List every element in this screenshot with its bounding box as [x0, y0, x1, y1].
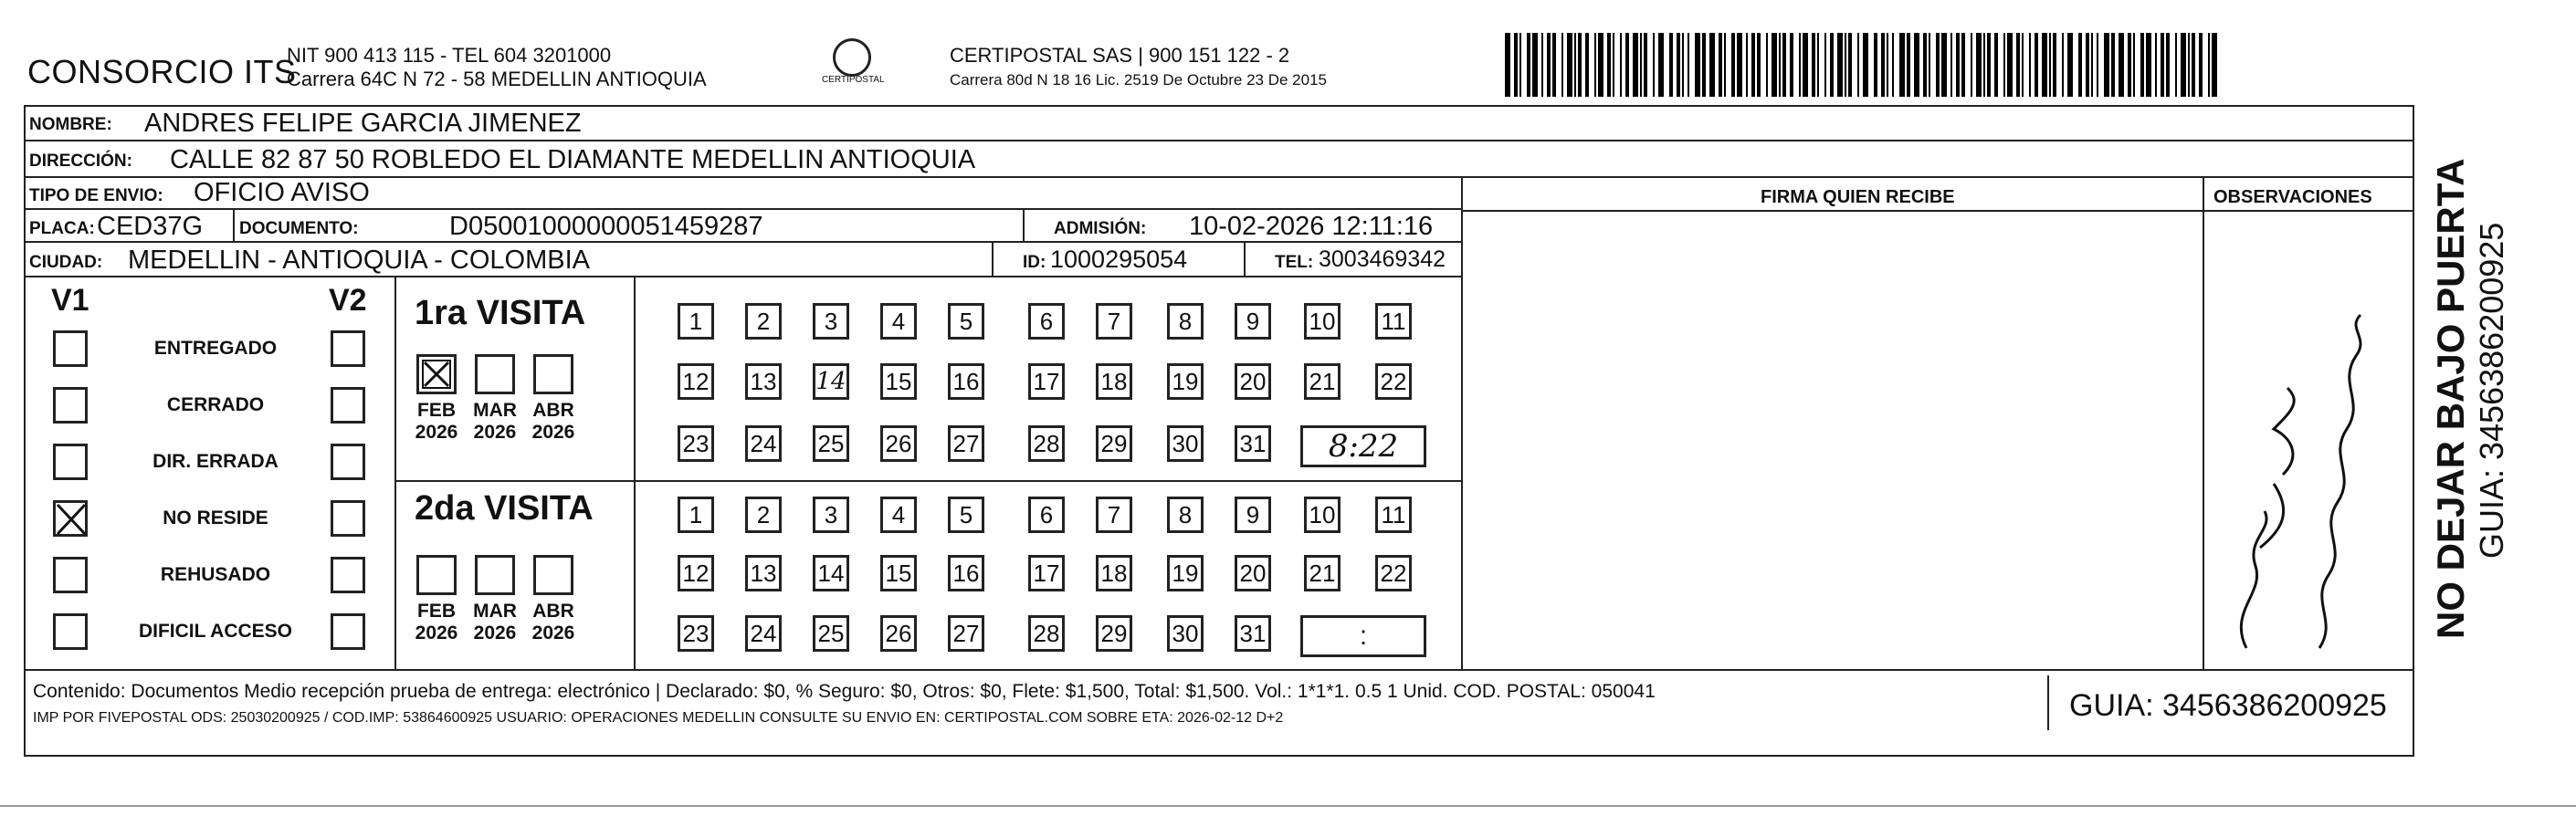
check-x-icon [419, 357, 454, 392]
second-visit-title: 2da VISITA [415, 489, 594, 528]
footer-guia: GUIA: 3456386200925 [2047, 675, 2413, 730]
day-box[interactable]: 25 [813, 615, 849, 652]
status-label: NO RESIDE [163, 507, 268, 528]
day-box[interactable]: 6 [1028, 303, 1065, 340]
tel-label: TEL: [1275, 253, 1314, 272]
day-box[interactable]: 11 [1375, 497, 1412, 533]
first-visit-time-field[interactable]: 8:22 [1300, 425, 1426, 467]
v1-label: V1 [51, 283, 89, 318]
day-box[interactable]: 12 [678, 363, 714, 400]
ciudad-label: CIUDAD: [29, 253, 103, 272]
right-border [2413, 105, 2414, 669]
day-box[interactable]: 30 [1167, 615, 1204, 652]
admision-value: 10-02-2026 12:11:16 [1189, 212, 1434, 241]
month-name: FEB [417, 400, 456, 421]
status-label: DIR. ERRADA [152, 451, 279, 472]
day-box[interactable]: 6 [1028, 497, 1065, 533]
certipostal-name: CERTIPOSTAL SAS | 900 151 122 - 2 [950, 44, 1290, 67]
certipostal-logo-icon [833, 38, 871, 77]
day-box[interactable]: 9 [1235, 497, 1271, 533]
day-box[interactable]: 18 [1096, 555, 1132, 591]
divider [233, 210, 235, 243]
day-box[interactable]: 9 [1235, 303, 1271, 340]
v2-checkbox[interactable] [331, 330, 365, 367]
second-visit-time-field[interactable]: : [1300, 615, 1426, 657]
signature-header-line [1461, 210, 2414, 212]
day-box[interactable]: 28 [1028, 615, 1065, 652]
day-box[interactable]: 29 [1096, 425, 1132, 462]
status-label: DIFICIL ACCESO [138, 621, 292, 642]
day-box[interactable]: 20 [1235, 363, 1271, 400]
day-box[interactable]: 23 [678, 615, 714, 652]
footer-imp-line: IMP POR FIVEPOSTAL ODS: 25030200925 / COD.IMP: 53864600925 USUARIO: OPERACIONES MEDELLIN CONSULTE SU ENVIO EN: CERTIPOSTAL.COM SOBRE ETA: 2026-02-12 D+2 [33, 710, 1284, 726]
tel-value: 3003469342 [1319, 246, 1446, 272]
day-box[interactable]: 17 [1028, 363, 1065, 400]
day-box[interactable]: 19 [1167, 555, 1204, 591]
month-label [468, 400, 522, 444]
day-box[interactable]: 16 [948, 555, 984, 591]
day-box[interactable]: 15 [880, 363, 917, 400]
day-box[interactable]: 8 [1167, 497, 1204, 533]
day-box[interactable]: 22 [1375, 363, 1412, 400]
day-box[interactable]: 7 [1096, 497, 1132, 533]
day-box[interactable]: 31 [1235, 615, 1271, 652]
nombre-value: ANDRES FELIPE GARCIA JIMENEZ [144, 109, 582, 138]
page-bottom-rule [0, 805, 2576, 807]
month-year: 2026 [415, 622, 458, 643]
day-box[interactable]: 24 [745, 425, 782, 462]
day-box[interactable]: 31 [1235, 425, 1271, 462]
month-label [409, 400, 464, 444]
first-visit-title: 1ra VISITA [415, 294, 586, 332]
day-box[interactable]: 25 [813, 425, 849, 462]
month-label [526, 400, 581, 444]
month-name: MAR [473, 601, 517, 622]
divider [1244, 243, 1246, 277]
v1-checkbox[interactable] [53, 613, 88, 650]
day-box[interactable]: 27 [948, 615, 984, 652]
v2-checkbox[interactable] [331, 444, 365, 480]
firma-label: FIRMA QUIEN RECIBE [1761, 187, 1955, 207]
month-year: 2026 [415, 422, 458, 443]
v1-checkbox[interactable] [53, 500, 88, 537]
day-box[interactable]: 22 [1375, 555, 1412, 591]
day-box[interactable]: 19 [1167, 363, 1204, 400]
day-box[interactable]: 2 [745, 497, 782, 533]
month-label [526, 601, 581, 644]
day-box[interactable]: 3 [813, 497, 849, 533]
day-box[interactable]: 4 [880, 497, 917, 533]
id-label: ID: [1023, 253, 1046, 272]
day-box[interactable]: 26 [880, 615, 917, 652]
status-label: CERRADO [166, 394, 265, 415]
handwritten-signature [2210, 301, 2392, 666]
day-box[interactable]: 13 [745, 363, 782, 400]
v1-checkbox[interactable] [53, 557, 88, 593]
status-label: ENTREGADO [153, 338, 278, 359]
v2-checkbox[interactable] [331, 613, 365, 650]
month-checkbox-feb[interactable] [416, 354, 457, 394]
day-box[interactable]: 10 [1304, 303, 1341, 340]
certipostal-logo-text: CERTIPOSTAL [822, 75, 885, 85]
day-box[interactable]: 17 [1028, 555, 1065, 591]
signature-left-border [1461, 178, 1463, 669]
company-nit: NIT 900 413 115 - TEL 604 3201000 [287, 44, 612, 67]
day-box[interactable]: 26 [880, 425, 917, 462]
status-label: REHUSADO [160, 564, 271, 585]
day-box[interactable]: 16 [948, 363, 984, 400]
direccion-label: DIRECCIÓN: [29, 152, 132, 171]
placa-value: CED37G [97, 212, 204, 241]
day-box[interactable]: 13 [745, 555, 782, 591]
v1-checkbox[interactable] [53, 387, 88, 424]
observaciones-label: OBSERVACIONES [2213, 187, 2372, 207]
side-guia: GUIA: 3456386200925 [2473, 222, 2510, 559]
check-x-icon [56, 503, 87, 536]
tipo-label: TIPO DE ENVIO: [29, 186, 163, 205]
month-checkbox-mar[interactable] [475, 354, 515, 394]
id-value: 1000295054 [1050, 246, 1188, 273]
day-box[interactable]: 3 [813, 303, 849, 340]
month-year: 2026 [473, 422, 517, 443]
day-box[interactable]: 7 [1096, 303, 1132, 340]
day-box[interactable]: 29 [1096, 615, 1132, 652]
months-divider [634, 277, 636, 669]
month-name: FEB [417, 601, 456, 622]
day-box[interactable]: 15 [880, 555, 917, 591]
month-checkbox-abr[interactable] [533, 555, 573, 595]
day-box[interactable]: 8 [1167, 303, 1204, 340]
barcode [1505, 33, 2226, 97]
row-tipo [24, 178, 1461, 210]
day-box[interactable]: 5 [948, 303, 984, 340]
month-year: 2026 [531, 622, 575, 643]
month-checkbox-abr[interactable] [533, 354, 573, 394]
day-box[interactable]: 11 [1375, 303, 1412, 340]
footer-contenido: Contenido: Documentos Medio recepción prueba de entrega: electrónico | Declarado: $0, % Seguro: $0, Otros: $0, Flete: $1,500, Total: $1,500. Vol.: 1*1*1. 0.5 1 Unid. COD. POSTAL: 050041 [33, 681, 1656, 702]
row-direccion [24, 141, 2414, 178]
day-box[interactable]: 20 [1235, 555, 1271, 591]
day-box[interactable]: 1 [678, 303, 714, 340]
month-year: 2026 [531, 422, 575, 443]
documento-label: DOCUMENTO: [239, 219, 359, 238]
row-placa [24, 210, 1461, 243]
day-box[interactable]: 30 [1167, 425, 1204, 462]
visits-separator [394, 480, 1461, 482]
v2-checkbox[interactable] [331, 557, 365, 593]
v2-label: V2 [329, 283, 367, 318]
nombre-label: NOMBRE: [29, 115, 112, 134]
month-checkbox-mar[interactable] [475, 555, 515, 595]
placa-label: PLACA: [29, 219, 95, 238]
ciudad-value: MEDELLIN - ANTIOQUIA - COLOMBIA [128, 246, 590, 275]
day-box[interactable]: 28 [1028, 425, 1065, 462]
v1-checkbox[interactable] [53, 330, 88, 367]
footer-top-line [24, 669, 2414, 671]
day-box[interactable]: 18 [1096, 363, 1132, 400]
month-label [409, 601, 464, 644]
day-box[interactable]: 4 [880, 303, 917, 340]
status-divider [394, 277, 396, 669]
day-box[interactable]: 10 [1304, 497, 1341, 533]
day-box[interactable]: 27 [948, 425, 984, 462]
divider [1023, 210, 1025, 243]
day-box[interactable]: 14 [813, 555, 849, 591]
observaciones-left-border [2203, 178, 2204, 669]
day-box[interactable]: 2 [745, 303, 782, 340]
month-label [468, 601, 522, 644]
month-name: ABR [532, 601, 574, 622]
v2-checkbox[interactable] [331, 387, 365, 424]
direccion-value: CALLE 82 87 50 ROBLEDO EL DIAMANTE MEDELLIN ANTIOQUIA [170, 145, 976, 174]
company-name: CONSORCIO ITS [27, 53, 297, 90]
divider [992, 243, 994, 277]
row-nombre [24, 105, 2414, 141]
tipo-value: OFICIO AVISO [194, 178, 370, 207]
month-name: ABR [532, 400, 574, 421]
day-box[interactable]: 14 [813, 363, 849, 400]
day-box[interactable]: 1 [678, 497, 714, 533]
day-box[interactable]: 12 [678, 555, 714, 591]
day-box[interactable]: 5 [948, 497, 984, 533]
v1-checkbox[interactable] [53, 444, 88, 480]
month-name: MAR [473, 400, 517, 421]
side-no-dejar: NO DEJAR BAJO PUERTA [2429, 158, 2472, 639]
month-year: 2026 [473, 622, 517, 643]
day-box[interactable]: 21 [1304, 555, 1341, 591]
day-box[interactable]: 23 [678, 425, 714, 462]
day-box[interactable]: 21 [1304, 363, 1341, 400]
company-address: Carrera 64C N 72 - 58 MEDELLIN ANTIOQUIA [287, 68, 707, 90]
certipostal-address: Carrera 80d N 18 16 Lic. 2519 De Octubre 23 De 2015 [950, 71, 1327, 89]
documento-value: D05001000000051459287 [449, 212, 763, 241]
month-checkbox-feb[interactable] [416, 555, 457, 595]
v2-checkbox[interactable] [331, 500, 365, 537]
day-box[interactable]: 24 [745, 615, 782, 652]
admision-label: ADMISIÓN: [1054, 219, 1147, 238]
barcode-gap [2217, 33, 2221, 97]
